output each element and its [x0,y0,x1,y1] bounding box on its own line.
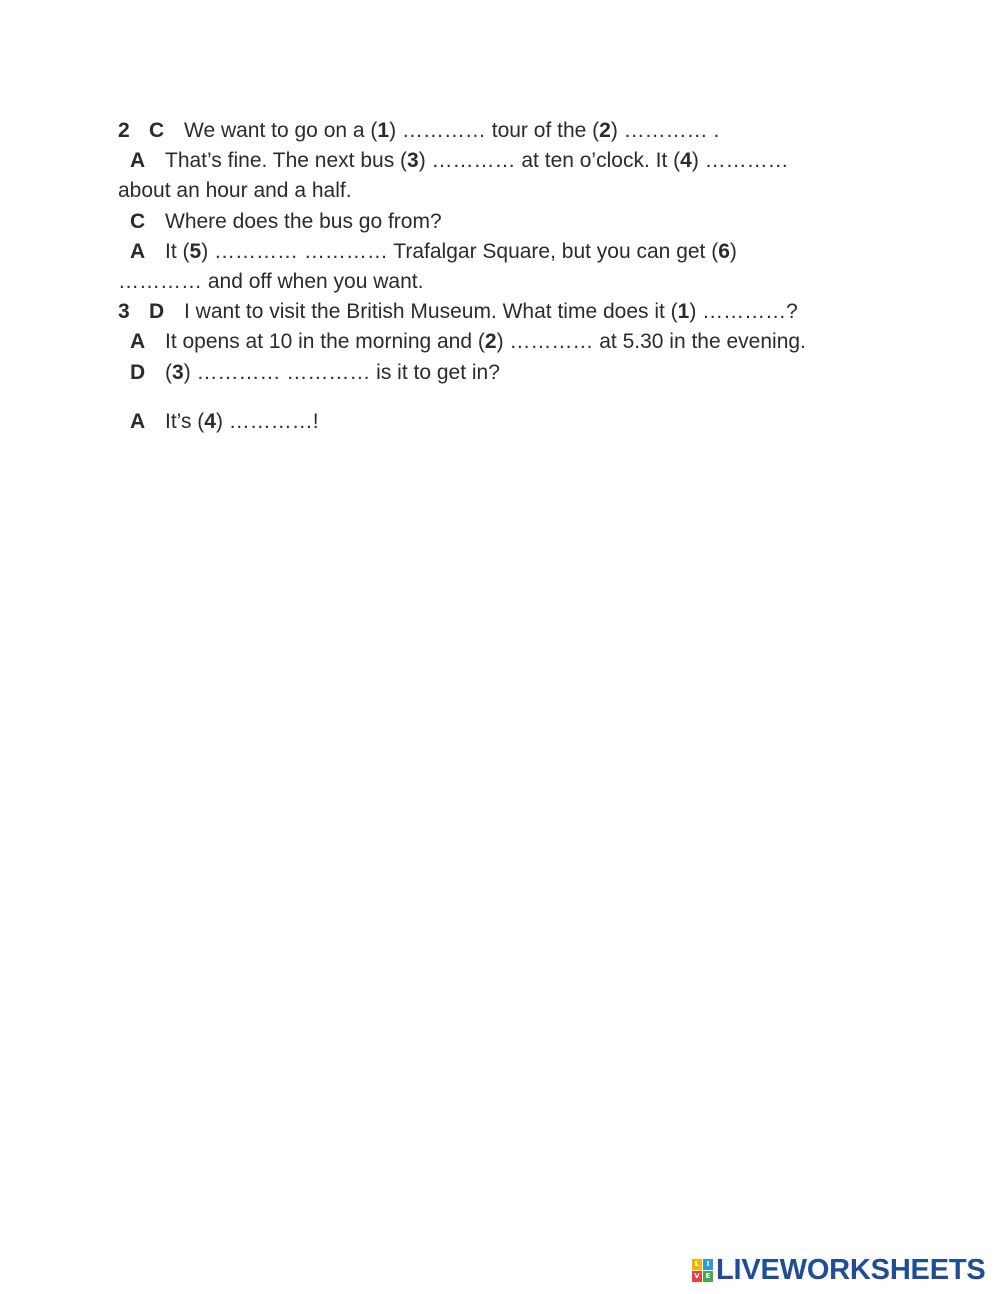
dialogue-text: It ( [165,239,190,263]
logo-text: LIVEWORKSHEETS [716,1253,986,1286]
worksheet [118,116,878,437]
dialogue-text: ) …………! [215,409,319,433]
blank-number: 4 [680,149,692,173]
blank-number: 3 [172,360,184,384]
liveworksheets-logo [692,1253,986,1286]
dialogue-text: ) [729,239,737,263]
dialogue-text: ) ………… at ten o’clock. It ( [418,149,681,173]
ex2-line-4 [118,237,878,267]
liveworksheets-logo-icon [692,1259,713,1282]
ex3-line-1 [118,297,878,327]
ex2-line-2 [118,146,878,176]
blank-number: 4 [204,409,216,433]
dialogue-text: We want to go on a ( [184,119,378,142]
speaker-label: A [130,149,146,173]
dialogue-text: ( [165,360,172,384]
dialogue-text: It opens at 10 in the morning and ( [165,330,485,354]
ex2-line-4-cont: ………… and off when you want. [118,270,424,294]
speaker-label: A [130,409,146,433]
logo-tile: E [703,1271,713,1282]
blank-number: 2 [599,119,611,142]
exercise-number: 3 [118,300,130,324]
blank-number: 6 [718,239,730,263]
logo-tile: L [692,1259,702,1270]
blank-number: 3 [407,149,419,173]
dialogue-text: ) ………… [691,149,789,173]
dialogue-text: Where does the bus go from? [165,209,442,233]
logo-tile: I [703,1259,713,1270]
speaker-label: A [130,330,146,354]
ex3-line-2 [118,327,878,357]
speaker-label: D [149,300,165,324]
exercise-number: 2 [118,119,130,142]
dialogue-text: ) ………… tour of the ( [389,119,600,142]
dialogue-text: It’s ( [165,409,205,433]
logo-tile: V [692,1271,702,1282]
blank-number: 1 [377,119,390,142]
dialogue-text: That’s fine. The next bus ( [165,149,408,173]
ex3-line-3 [118,358,878,388]
blank-number: 2 [484,330,497,354]
dialogue-text: ) …………? [689,300,798,324]
speaker-label: C [130,209,146,233]
speaker-label: A [130,239,146,263]
dialogue-text: ) ………… at 5.30 in the evening. [496,330,806,354]
speaker-label: D [130,360,146,384]
blank-number: 1 [677,300,690,324]
dialogue-text: ) ………… ………… Trafalgar Square, but you can get ( [201,239,719,263]
ex3-line-4 [118,407,878,437]
dialogue-text: I want to visit the British Museum. What time does it ( [184,300,678,324]
dialogue-text: ) ………… ………… is it to get in? [183,360,500,384]
ex2-line-3 [118,207,878,237]
ex2-line-2-cont: about an hour and a half. [118,179,352,203]
speaker-label: C [149,119,165,142]
dialogue-text: ) ………… . [610,119,720,142]
blank-number: 5 [189,239,202,263]
ex2-line-1 [118,116,878,146]
